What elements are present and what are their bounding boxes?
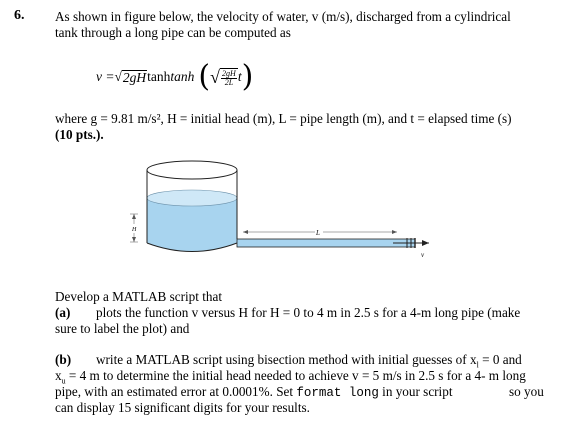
part-a-line-2: sure to label the plot) and [55, 321, 190, 336]
tanh-text-italic: tanh [170, 69, 195, 84]
length-arrow-right [392, 230, 397, 234]
water-surface [147, 190, 237, 206]
label-H: H [132, 227, 137, 233]
head-arrow-bottom [132, 237, 136, 242]
tank-figure [125, 158, 435, 268]
radicand: 2gH [122, 69, 147, 85]
part-a-label: (a) [55, 305, 71, 320]
paren-open: ( [198, 59, 211, 94]
part-b-line-2-text: = 4 m to determine the initial head needed to achieve v = 5 m/s in 2.5 s for a 4- m long [65, 368, 526, 383]
subscript-l: l [476, 360, 479, 370]
inner-sqrt [210, 67, 238, 88]
pipe [237, 239, 415, 247]
sqrt-symbol: √ [114, 69, 122, 84]
format-long-code: format long [296, 386, 379, 400]
part-b-line-3-mid: in your script [378, 384, 453, 399]
where-line: where g = 9.81 m/s², H = initial head (m), L = pipe length (m), and t = elapsed time (s) [55, 111, 512, 126]
part-b-line-1-text: write a MATLAB script using bisection method with initial guesses of x [96, 352, 477, 367]
part-b-line-4: can display 15 significant digits for your results. [55, 400, 310, 415]
formula-t: t [237, 69, 242, 84]
part-b-label: (b) [55, 352, 72, 367]
label-L: L [316, 229, 320, 237]
subscript-u: u [61, 376, 66, 386]
fraction-numerator: 2gH [222, 68, 236, 78]
velocity-formula [96, 60, 253, 94]
tanh-text: tanh [147, 69, 171, 84]
sqrt-term [114, 69, 147, 85]
part-b-line-3-end: so you [509, 384, 544, 399]
points-label: (10 pts.). [55, 127, 104, 142]
inner-sqrt-symbol: √ [210, 66, 221, 87]
fraction-denominator: 2L [224, 77, 234, 87]
intro-line-2: tank through a long pipe can be computed as [55, 25, 291, 40]
problem-number: 6. [14, 8, 25, 23]
tank-rim [147, 161, 237, 179]
formula-lhs: v = [96, 69, 115, 84]
velocity-arrowhead [422, 240, 429, 246]
label-v: v [421, 251, 425, 259]
develop-line: Develop a MATLAB script that [55, 289, 223, 304]
part-b-x: x [55, 368, 62, 383]
part-a-line-1: plots the function v versus H for H = 0 to 4 m in 2.5 s for a 4-m long pipe (make [96, 305, 521, 320]
part-b-line-3 [55, 384, 452, 401]
head-arrow-top [132, 214, 136, 219]
intro-line-1: As shown in figure below, the velocity of water, v (m/s), discharged from a cylindrical [55, 9, 511, 24]
part-b-line-1-end: = 0 and [478, 352, 522, 367]
part-b-line-3-start: pipe, with an estimated error at 0.0001%. Set [55, 384, 297, 399]
inner-fraction [221, 70, 237, 87]
paren-close: ) [241, 59, 254, 94]
length-arrow-left [243, 230, 248, 234]
